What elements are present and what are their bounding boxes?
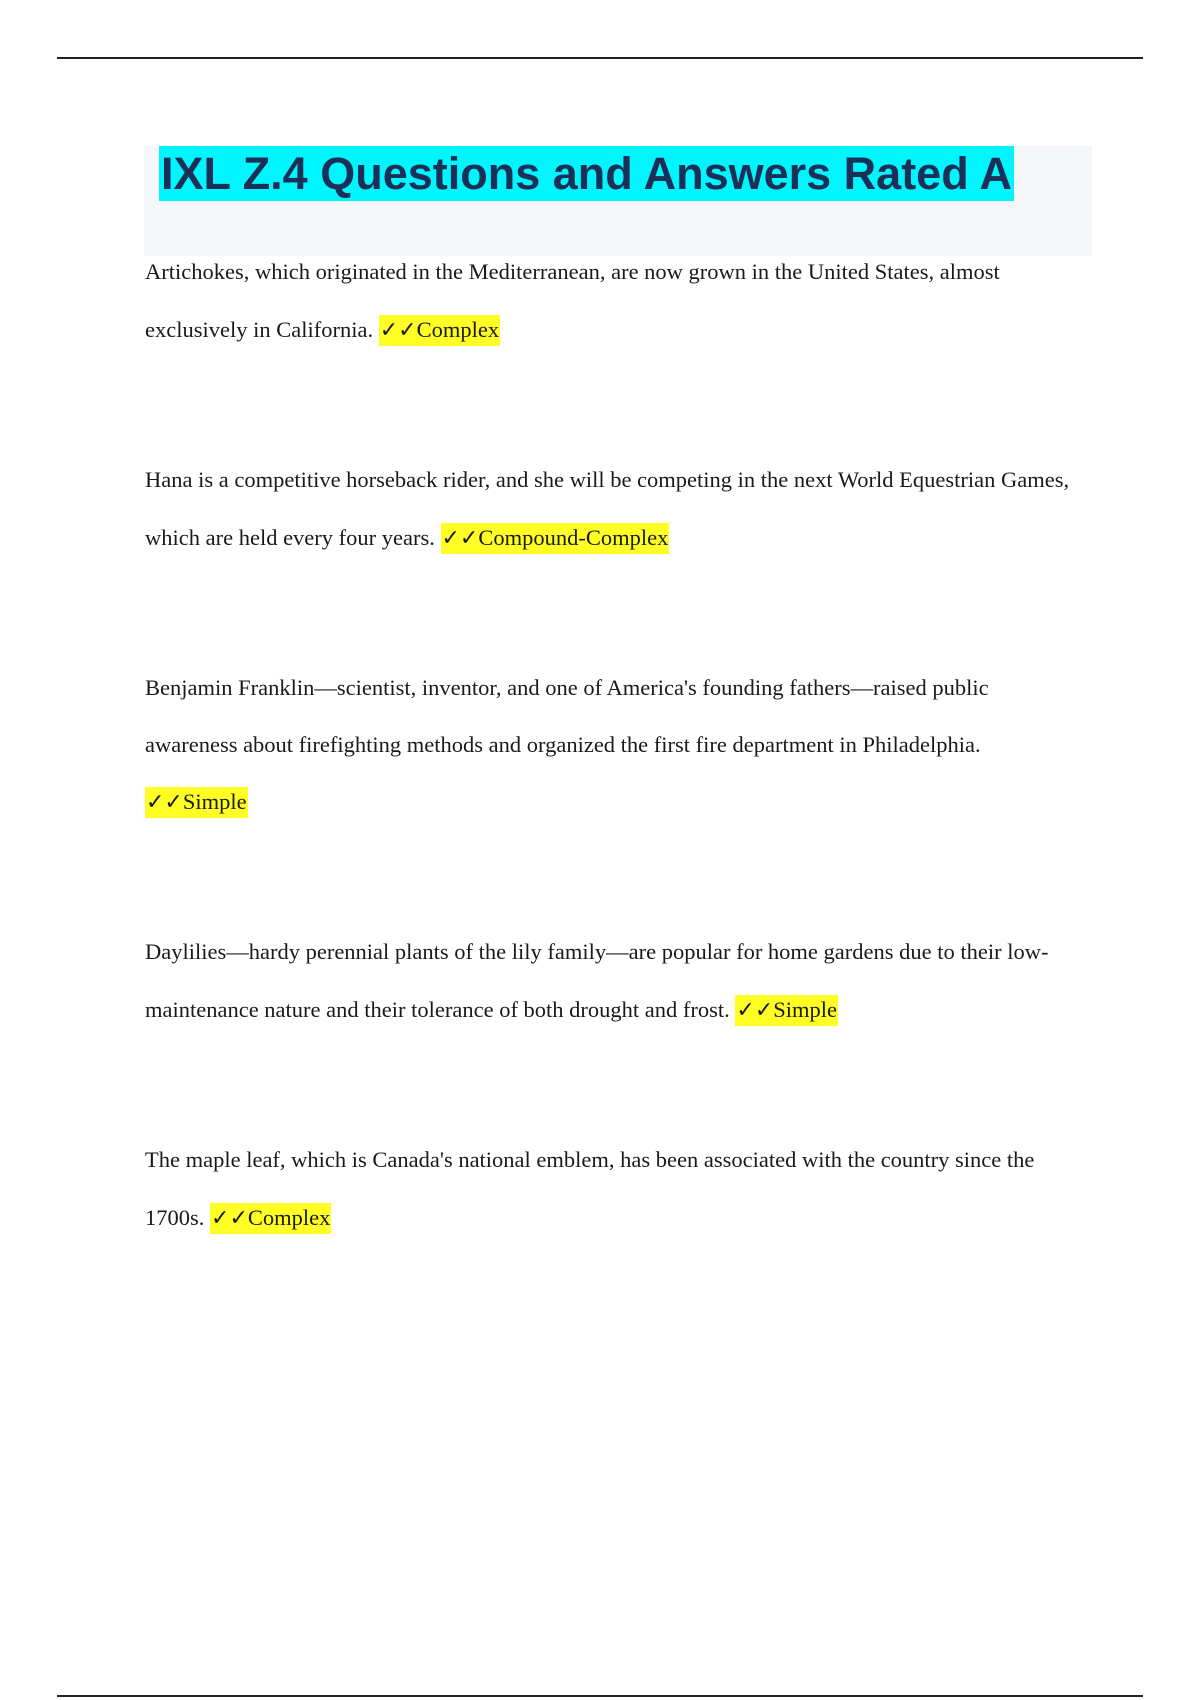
answer-text: Complex	[416, 317, 500, 342]
question-text: Artichokes, which originated in the Mediterranean, are now grown in the United States, almost exclusively in California.	[145, 259, 1000, 342]
answer-text: Compound-Complex	[478, 525, 669, 550]
question-5	[145, 1131, 1085, 1248]
answer-highlight	[441, 523, 670, 554]
question-text: Benjamin Franklin—scientist, inventor, and one of America's founding fathers—raised public awareness about firefighting methods and organized the first fire department in Philadelphia.	[145, 675, 989, 757]
double-check-icon: ✓✓	[146, 790, 183, 815]
question-3	[145, 659, 1085, 831]
answer-text: Simple	[182, 789, 247, 814]
question-text: The maple leaf, which is Canada's national emblem, has been associated with the country since the 1700s.	[145, 1147, 1035, 1230]
double-check-icon: ✓✓	[211, 1206, 248, 1231]
document-title: IXL Z.4 Questions and Answers Rated A	[161, 148, 1013, 199]
question-text: Daylilies—hardy perennial plants of the lily family—are popular for home gardens due to their low-maintenance nature and their tolerance of both drought and frost.	[145, 939, 1049, 1022]
double-check-icon: ✓✓	[379, 318, 417, 343]
question-4	[145, 923, 1085, 1040]
top-divider	[57, 57, 1143, 59]
double-check-icon: ✓✓	[736, 998, 774, 1023]
answer-highlight	[210, 1203, 331, 1234]
answer-highlight	[145, 787, 248, 818]
question-2	[145, 451, 1085, 568]
answer-highlight	[379, 315, 500, 346]
answer-text: Complex	[247, 1205, 331, 1230]
answer-text: Simple	[773, 997, 838, 1022]
double-check-icon: ✓✓	[441, 526, 479, 551]
question-text: Hana is a competitive horseback rider, and she will be competing in the next World Equestrian Games, which are held every four years.	[145, 467, 1070, 550]
answer-highlight	[735, 995, 838, 1026]
question-1	[145, 243, 1085, 360]
bottom-divider	[57, 1695, 1143, 1697]
